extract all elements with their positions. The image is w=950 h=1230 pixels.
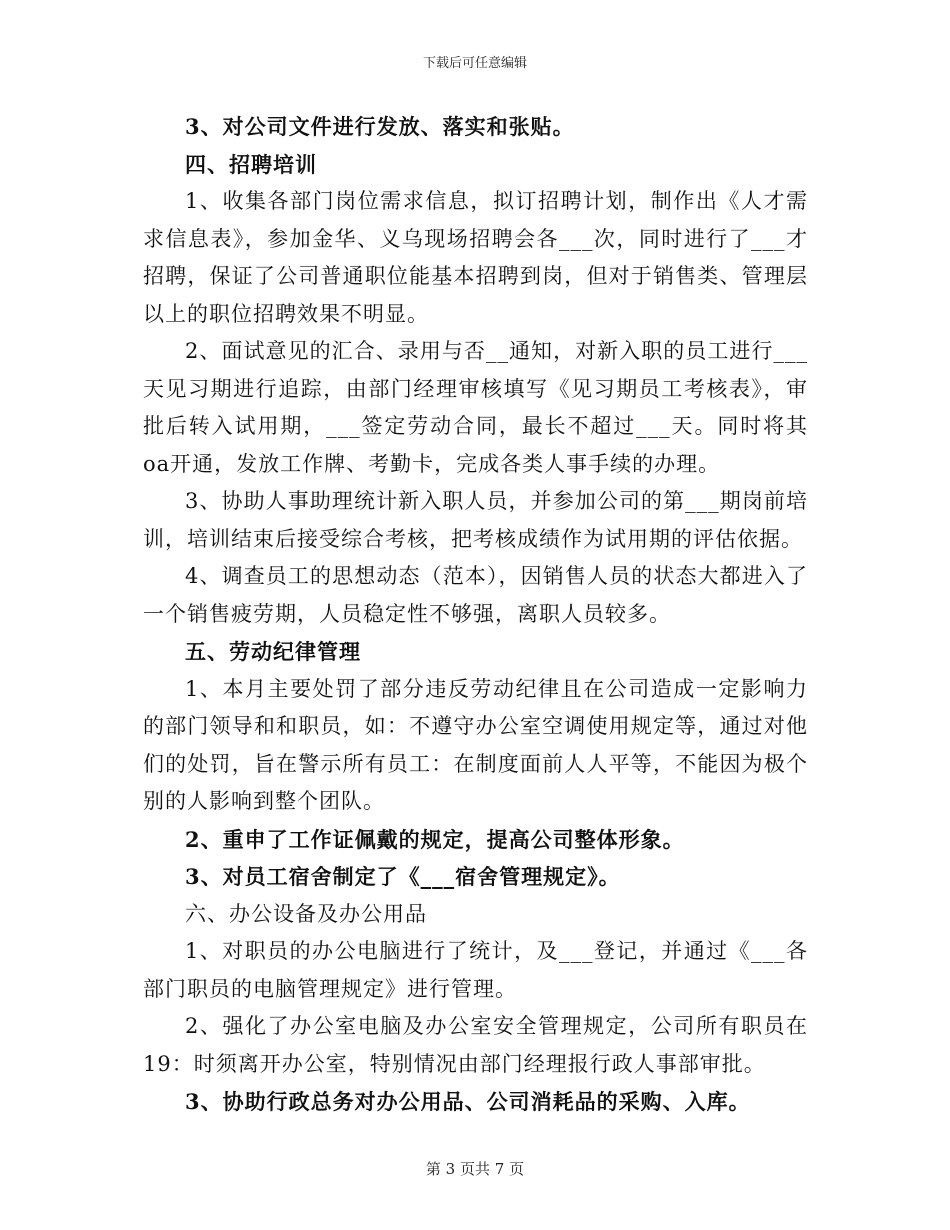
page-footer: 第 3 页共 7 页 [425,1160,525,1178]
paragraph: 3、协助行政总务对办公用品、公司消耗品的采购、入库。 [185,1089,751,1114]
paragraph: 2、面试意见的汇合、录用与否__通知，对新入职的员工进行___天见习期进行追踪，由部门经理审核填写《见习期员工考核表》，审批后转入试用期，___签定劳动合同，最长不超过___天。同时将其oa开通，发放工作牌、考勤卡，完成各类人事手续的办理。 [143,339,808,476]
paragraph: 2、强化了办公室电脑及办公室安全管理规定，公司所有职员在19：时须离开办公室，特别情况由部门经理报行政人事部审批。 [143,1014,808,1076]
paragraph: 1、本月主要处罚了部分违反劳动纪律且在公司造成一定影响力的部门领导和和职员，如：不遵守办公室空调使用规定等，通过对他们的处罚，旨在警示所有员工：在制度面前人人平等，不能因为极个别的人影响到整个团队。 [143,676,808,813]
document-body [143,108,808,1121]
section-heading: 六、办公设备及办公用品 [185,901,427,926]
page-header: 下载后可任意编辑 [422,56,527,71]
paragraph: 2、重申了工作证佩戴的规定，提高公司整体形象。 [185,826,685,852]
paragraph: 1、收集各部门岗位需求信息，拟订招聘计划，制作出《人才需求信息表》，参加金华、义乌现场招聘会各___次，同时进行了___才招聘，保证了公司普通职位能基本招聘到岗，但对于销售类、管理层以上的职位招聘效果不明显。 [143,189,808,326]
paragraph: 3、对员工宿舍制定了《___宿舍管理规定》。 [185,864,621,889]
section-heading: 五、劳动纪律管理 [185,639,361,664]
section-heading: 四、招聘培训 [185,151,317,177]
paragraph: 3、协助人事助理统计新入职人员，并参加公司的第___期岗前培训，培训结束后接受综合考核，把考核成绩作为试用期的评估依据。 [143,489,808,551]
paragraph: 4、调查员工的思想动态（范本），因销售人员的状态大都进入了一个销售疲劳期，人员稳定性不够强，离职人员较多。 [143,564,808,626]
paragraph: 3、对公司文件进行发放、落实和张贴。 [185,114,575,139]
paragraph: 1、对职员的办公电脑进行了统计，及___登记，并通过《___各部门职员的电脑管理规定》进行管理。 [143,939,808,1001]
